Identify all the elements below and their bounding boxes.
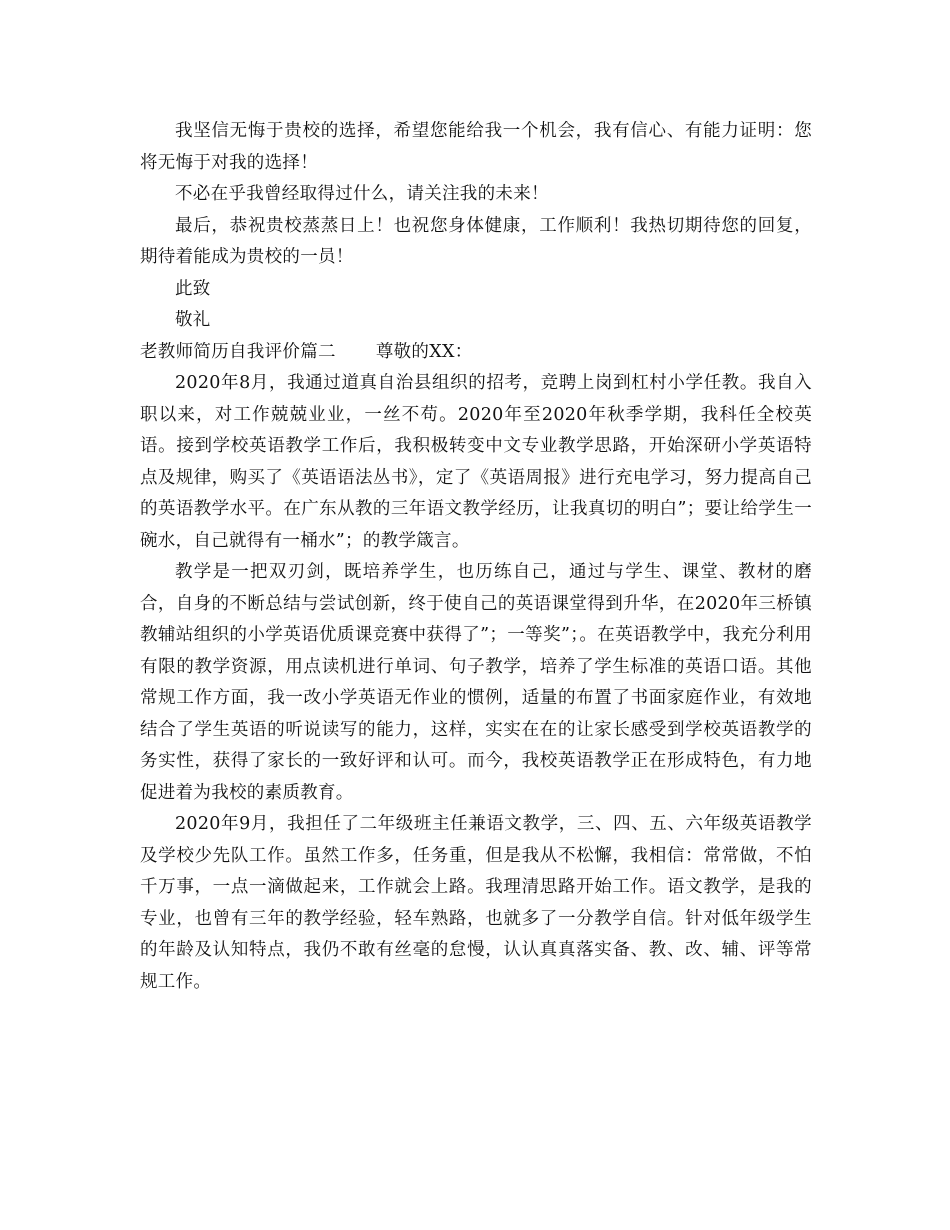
closing-line-2: 敬礼: [175, 310, 211, 330]
paragraph-top-3: 最后，恭祝贵校蒸蒸日上！也祝您身体健康，工作顺利！我热切期待您的回复，期待着能成为贵校的一员！: [140, 215, 812, 267]
body-paragraph-2: 教学是一把双刃剑，既培养学生，也历练自己，通过与学生、课堂、教材的磨合，自身的不断总结与尝试创新，终于使自己的英语课堂得到升华，在2020年三桥镇教辅站组织的小学英语优质课竞赛中获得了”；一等奖”；。在英语教学中，我充分利用有限的教学资源，用点读机进行单词、句子教学，培养了学生标准的英语口语。其他常规工作方面，我一改小学英语无作业的惯例，适量的布置了书面家庭作业，有效地结合了学生英语的听说读写的能力，这样，实实在在的让家长感受到学校英语教学的务实性，获得了家长的一致好评和认可。而今，我校英语教学正在形成特色，有力地促进着为我校的素质教育。: [140, 562, 812, 803]
closing-line-1: 此致: [175, 278, 211, 299]
section-heading-line: [140, 337, 812, 369]
paragraph-top-2: 不必在乎我曾经取得过什么，请关注我的未来！: [175, 184, 549, 204]
document-body: [140, 116, 812, 998]
body-paragraph-1: 2020年8月，我通过道真自治县组织的招考，竞聘上岗到杠村小学任教。我自入职以来，对工作兢兢业业，一丝不苟。2020年至2020年秋季学期，我科任全校英语。接到学校英语教学工作后，我积极转变中文专业教学思路，开始深研小学英语特点及规律，购买了《英语语法丛书》，定了《英语周报》进行充电学习，努力提高自己的英语教学水平。在广东从教的三年语文教学经历，让我真切的明白”；要让给学生一碗水，自己就得有一桶水”；的教学箴言。: [140, 373, 812, 551]
body-paragraph-3: 2020年9月，我担任了二年级班主任兼语文教学，三、四、五、六年级英语教学及学校少先队工作。虽然工作多，任务重，但是我从不松懈，我相信：常常做，不怕千万事，一点一滴做起来，工作就会上路。我理清思路开始工作。语文教学，是我的专业，也曾有三年的教学经验，轻车熟路，也就多了一分教学自信。针对低年级学生的年龄及认知特点，我仍不敢有丝毫的怠慢，认认真真落实备、教、改、辅、评等常规工作。: [140, 814, 812, 992]
section-title: 老教师简历自我评价篇二: [140, 341, 336, 362]
paragraph-top-1: 我坚信无悔于贵校的选择，希望您能给我一个机会，我有信心、有能力证明：您将无悔于对我的选择！: [140, 121, 812, 173]
salutation: 尊敬的XX：: [375, 341, 473, 362]
